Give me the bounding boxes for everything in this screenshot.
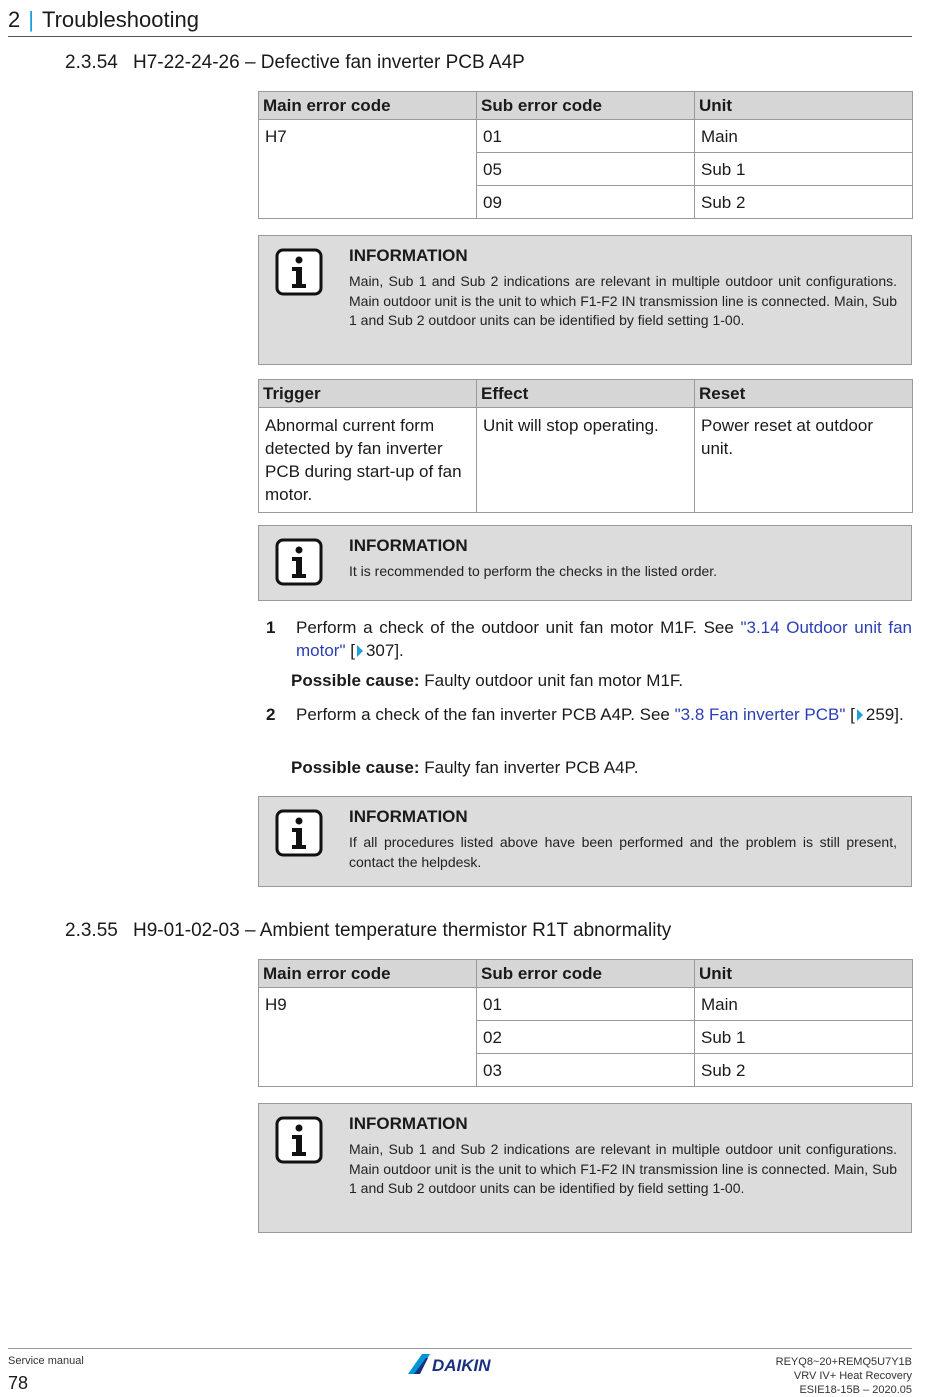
page-arrow-icon bbox=[357, 645, 363, 657]
chapter-title: Troubleshooting bbox=[41, 7, 199, 32]
step-text: Perform a check of the outdoor unit fan motor M1F. See bbox=[296, 618, 741, 637]
sub-error-code: 02 bbox=[477, 1021, 695, 1054]
sub-error-code: 05 bbox=[477, 153, 695, 186]
effect-cell: Unit will stop operating. bbox=[477, 408, 695, 513]
footer-model-info bbox=[776, 1355, 912, 1397]
unit-cell: Sub 1 bbox=[695, 1021, 913, 1054]
footer-model: REYQ8~20+REMQ5U7Y1B bbox=[775, 1356, 912, 1368]
footer-doc-id: ESIE18-15B – 2020.05 bbox=[799, 1384, 912, 1396]
unit-cell: Sub 1 bbox=[695, 153, 913, 186]
brand-name: DAIKIN bbox=[432, 1356, 491, 1375]
sub-error-code: 09 bbox=[477, 186, 695, 219]
possible-cause bbox=[291, 671, 683, 691]
possible-cause-label: Possible cause: bbox=[291, 758, 420, 777]
main-error-code: H9 bbox=[259, 988, 477, 1087]
column-header: Sub error code bbox=[477, 92, 695, 120]
possible-cause-text: Faulty fan inverter PCB A4P. bbox=[419, 758, 639, 777]
table-header-row bbox=[259, 380, 913, 408]
table-row bbox=[259, 408, 913, 513]
error-code-table bbox=[258, 959, 913, 1087]
information-box bbox=[258, 235, 912, 365]
error-code-table bbox=[258, 91, 913, 219]
column-header: Unit bbox=[695, 960, 913, 988]
section-title: H9-01-02-03 – Ambient temperature thermistor R1T abnormality bbox=[133, 920, 672, 941]
sub-error-code: 01 bbox=[477, 120, 695, 153]
column-header: Reset bbox=[695, 380, 913, 408]
possible-cause-text: Faulty outdoor unit fan motor M1F. bbox=[419, 671, 684, 690]
section-heading-2-3-54 bbox=[65, 52, 525, 74]
page-reference: 307]. bbox=[365, 641, 404, 660]
table-row bbox=[259, 988, 913, 1021]
trigger-cell: Abnormal current form detected by fan inverter PCB during start-up of fan motor. bbox=[259, 408, 477, 513]
column-header: Effect bbox=[477, 380, 695, 408]
information-title: INFORMATION bbox=[349, 1114, 468, 1133]
sub-error-code: 03 bbox=[477, 1054, 695, 1087]
step-text: Perform a check of the fan inverter PCB A4P. See bbox=[296, 705, 675, 724]
section-title: H7-22-24-26 – Defective fan inverter PCB A4P bbox=[133, 52, 525, 73]
header-separator: | bbox=[28, 7, 34, 32]
information-box bbox=[258, 525, 912, 601]
column-header: Main error code bbox=[259, 92, 477, 120]
information-title: INFORMATION bbox=[349, 246, 468, 265]
information-title: INFORMATION bbox=[349, 536, 468, 555]
table-header-row bbox=[259, 92, 913, 120]
unit-cell: Sub 2 bbox=[695, 186, 913, 219]
daikin-logo bbox=[408, 1352, 512, 1376]
main-error-code: H7 bbox=[259, 120, 477, 219]
footer-divider bbox=[8, 1348, 912, 1349]
column-header: Unit bbox=[695, 92, 913, 120]
page-header bbox=[8, 4, 912, 37]
information-icon bbox=[275, 1116, 323, 1164]
sub-error-code: 01 bbox=[477, 988, 695, 1021]
unit-cell: Main bbox=[695, 988, 913, 1021]
possible-cause bbox=[291, 758, 638, 778]
information-icon bbox=[275, 248, 323, 296]
information-title: INFORMATION bbox=[349, 807, 468, 826]
column-header: Main error code bbox=[259, 960, 477, 988]
footer-product: VRV IV+ Heat Recovery bbox=[793, 1370, 912, 1382]
procedure-step-2 bbox=[266, 703, 912, 726]
information-text: It is recommended to perform the checks in the listed order. bbox=[349, 563, 718, 579]
information-text: Main, Sub 1 and Sub 2 indications are relevant in multiple outdoor unit configurations. Main outdoor unit is the unit to which F1-F2 IN transmission line is connected. Main, Sub 1 and Sub 2 outdoor units can be identified by field setting 1-00. bbox=[349, 273, 897, 328]
section-number: 2.3.55 bbox=[65, 920, 118, 941]
page-reference: 259]. bbox=[865, 705, 904, 724]
unit-cell: Main bbox=[695, 120, 913, 153]
unit-cell: Sub 2 bbox=[695, 1054, 913, 1087]
table-header-row bbox=[259, 960, 913, 988]
link-outdoor-unit-fan-motor[interactable]: "3.14 Outdoor unit fan motor" bbox=[296, 618, 912, 660]
section-heading-2-3-55 bbox=[65, 920, 671, 942]
section-number: 2.3.54 bbox=[65, 52, 118, 73]
chapter-number: 2 bbox=[8, 7, 21, 32]
bracket: [ bbox=[845, 705, 855, 724]
information-text: If all procedures listed above have been performed and the problem is still present, contact the helpdesk. bbox=[349, 834, 897, 870]
link-fan-inverter-pcb[interactable]: "3.8 Fan inverter PCB" bbox=[674, 705, 846, 724]
page-number: 78 bbox=[8, 1373, 29, 1393]
step-number: 1 bbox=[266, 618, 276, 637]
footer-document-type: Service manual bbox=[8, 1355, 84, 1367]
procedure-step-1 bbox=[266, 616, 912, 662]
possible-cause-label: Possible cause: bbox=[291, 671, 420, 690]
bracket: [ bbox=[345, 641, 355, 660]
information-icon bbox=[275, 538, 323, 586]
trigger-effect-reset-table bbox=[258, 379, 913, 513]
reset-cell: Power reset at outdoor unit. bbox=[695, 408, 913, 513]
step-number: 2 bbox=[266, 705, 276, 724]
page-arrow-icon bbox=[857, 709, 863, 721]
table-row bbox=[259, 120, 913, 153]
column-header: Sub error code bbox=[477, 960, 695, 988]
information-text: Main, Sub 1 and Sub 2 indications are relevant in multiple outdoor unit configurations. Main outdoor unit is the unit to which F1-F2 IN transmission line is connected. Main, Sub 1 and Sub 2 outdoor units can be identified by field setting 1-00. bbox=[349, 1141, 897, 1196]
column-header: Trigger bbox=[259, 380, 477, 408]
information-box bbox=[258, 796, 912, 887]
information-box bbox=[258, 1103, 912, 1233]
information-icon bbox=[275, 809, 323, 857]
